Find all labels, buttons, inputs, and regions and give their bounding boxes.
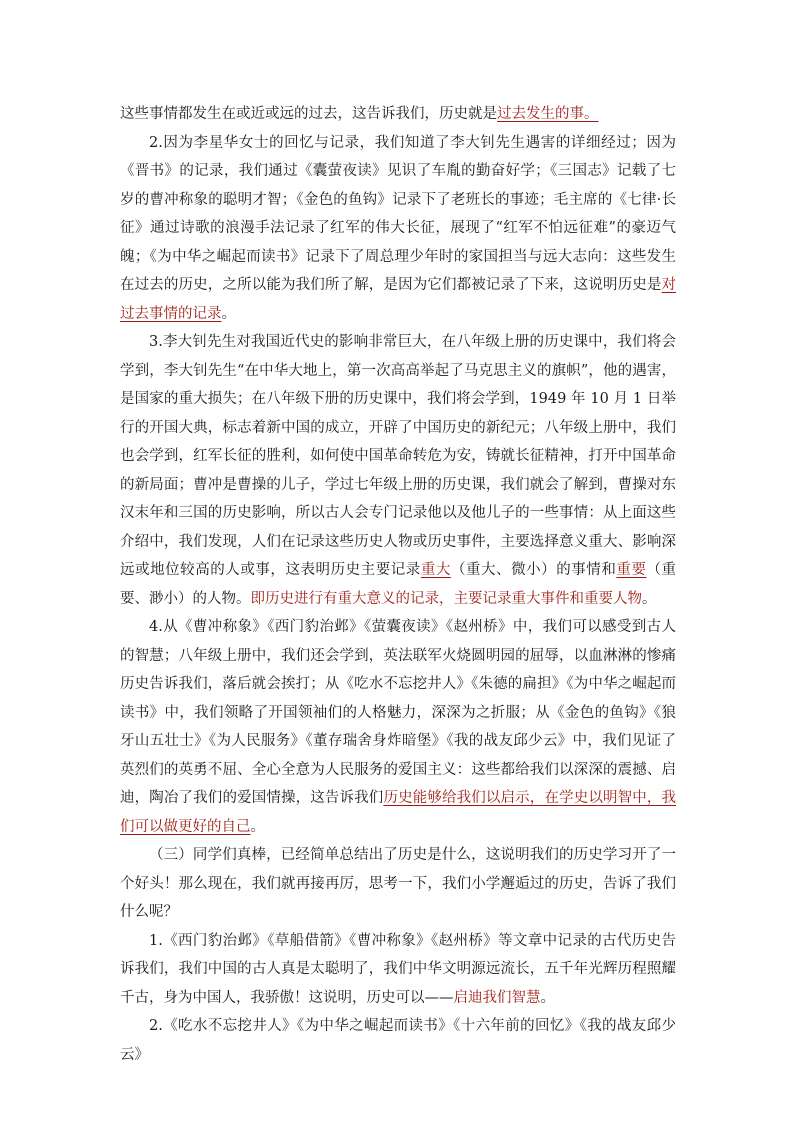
highlighted-summary: 即历史进行有重大意义的记录，主要记录重大事件和重要人物	[250, 590, 642, 607]
text-run: 。	[250, 818, 265, 835]
answer-history-inspires: 历史能够给我们以启示，在学史以明智中，我们可以做更好的自己	[120, 790, 677, 835]
text-run: （三）同学们真棒，已经简单总结出了历史是什么，这说明我们的历史学习开了一个好头！那么现在，我们就再接再厉，思考一下，我们小学邂逅过的历史，告诉了我们什么呢？	[120, 847, 676, 920]
text-run: （重大、微小）的事情和	[450, 562, 617, 578]
paragraph-4-inspiration	[120, 613, 676, 841]
text-run: 2.《吃水不忘挖井人》《为中华之崛起而读书》《十六年前的回忆》《我的战友邱少云》	[120, 1018, 676, 1063]
answer-inspire-wisdom: 启迪我们智慧	[453, 989, 541, 1006]
text-run: 这些事情都发生在或近或远的过去，这告诉我们，历史就是	[120, 106, 497, 122]
paragraph-section-three	[120, 841, 676, 927]
answer-major: 重大	[420, 562, 451, 578]
text-run: 。	[540, 989, 555, 1006]
text-run: 1.《西门豹治邺》《草船借箭》《曹冲称象》《赵州桥》等文章中记录的古代历史告诉我们，我们中国的古人真是太聪明了，我们中华文明源远流长，五千年光辉历程照耀千古，身为中国人，我骄傲！这说明，历史可以——	[120, 932, 676, 1006]
answer-past-events: 过去发生的事。	[497, 106, 599, 122]
text-run: 。	[221, 305, 236, 322]
text-run: 3.李大钊先生对我国近代史的影响非常巨大，在八年级上册的历史课中，我们将会学到，李大钊先生“在中华大地上，第一次高高举起了马克思主义的旗帜”，他的遇害，是国家的重大损失；在八年级下册的历史课中，我们将会学到，1949 年 10 月 1 日举行的开国大典，标志着新中国的成立，开辟了中国历史的新纪元；八年级上册中，我们也会学到，红军长征的胜利，如何使中国革命转危为安，铸就长征精神，打开中国革命的新局面；曹冲是曹操的儿子，学过七年级上册的历史课，我们就会了解到，曹操对东汉末年和三国的历史影响，所以古人会专门记录他以及他儿子的一些事情：从上面这些介绍中，我们发现，人们在记录这些历史人物或历史事件，主要选择意义重大、影响深远或地位较高的人或事，这表明历史主要记录	[120, 334, 676, 578]
answer-important: 重要	[616, 562, 647, 578]
text-run: 2.因为李星华女士的回忆与记录，我们知道了李大钊先生遇害的详细经过；因为《晋书》的记录，我们通过《囊萤夜读》见识了车胤的勤奋好学；《三国志》记载了七岁的曹冲称象的聪明才智；《金色的鱼钩》记录下了老班长的事迹；毛主席的《七律·长征》通过诗歌的浪漫手法记录了红军的伟大长征，展现了“红军不怕远征难”的豪迈气魄；《为中华之崛起而读书》记录下了周总理少年时的家国担当与远大志向：这些发生在过去的历史，之所以能为我们所了解，是因为它们都被记录了下来，这说明历史是	[120, 134, 676, 293]
paragraph-item-2	[120, 1012, 676, 1069]
paragraph-3-significance	[120, 328, 676, 613]
text-run: （重要、渺小）的人物。	[120, 562, 677, 607]
paragraph-1-conclusion	[120, 100, 676, 129]
text-run: 4.从《曹冲称象》《西门豹治邺》《萤囊夜读》《赵州桥》中，我们可以感受到古人的智慧；八年级上册中，我们还会学到，英法联军火烧圆明园的屈辱，以血淋淋的惨痛历史告诉我们，落后就会挨打；从《吃水不忘挖井人》《朱德的扁担》《为中华之崛起而读书》中，我们领略了开国领袖们的人格魅力，深深为之折服；从《金色的鱼钩》《狼牙山五壮士》《为人民服务》《董存瑞舍身炸暗堡》《我的战友邱少云》中，我们见证了英烈们的英勇不屈、全心全意为人民服务的爱国主义：这些都给我们以深深的震撼、启迪，陶冶了我们的爱国情操，这告诉我们	[120, 619, 676, 806]
text-run: 。	[642, 590, 657, 607]
answer-record-of-past: 对过去事情的记录	[120, 277, 676, 322]
paragraph-item-1	[120, 927, 676, 1013]
paragraph-2-records	[120, 129, 676, 329]
document-page	[120, 100, 676, 1069]
